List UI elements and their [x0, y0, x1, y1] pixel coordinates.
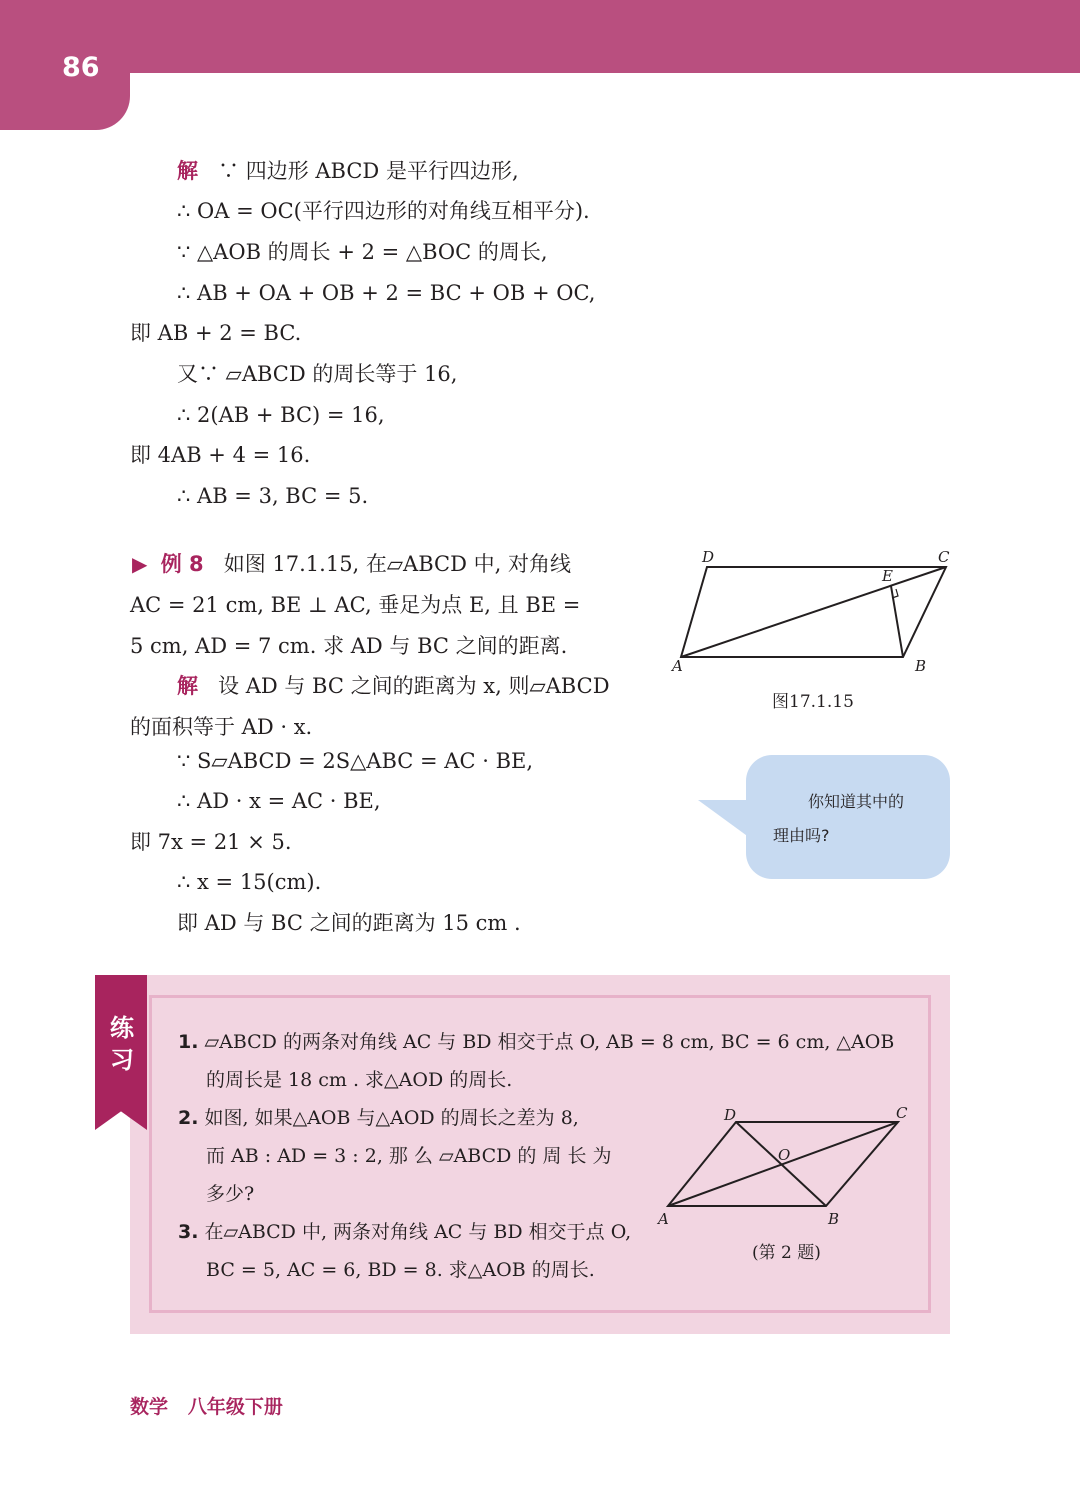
- footer: [130, 1392, 283, 1419]
- solution1-line-8: 即 4AB + 4 = 16.: [130, 443, 311, 467]
- solution1-line-2: ∴ OA = OC(平行四边形的对角线互相平分).: [177, 199, 590, 223]
- example-label: 例 8: [160, 552, 204, 576]
- point-label-d2: D: [724, 1106, 737, 1124]
- solution1-line-6: 又∵ ▱ABCD 的周长等于 16,: [177, 362, 458, 386]
- solution-label: 解: [177, 674, 198, 698]
- solution2-line-1: 解 设 AD 与 BC 之间的距离为 x, 则▱ABCD: [177, 674, 610, 698]
- page-number: 86: [62, 52, 100, 83]
- diagonal-ac: [681, 567, 946, 657]
- point-label-o2: O: [778, 1146, 791, 1164]
- example8-line-3: 5 cm, AD = 7 cm. 求 AD 与 BC 之间的距离.: [130, 634, 568, 658]
- solution2-line-2: 的面积等于 AD · x.: [130, 715, 313, 739]
- practice-item-1-line-2: 的周长是 18 cm . 求△AOD 的周长.: [206, 1069, 513, 1091]
- example8-line-2: AC = 21 cm, BE ⊥ AC, 垂足为点 E, 且 BE =: [130, 593, 581, 617]
- example-marker-icon: ▶: [132, 552, 148, 576]
- point-label-d: D: [702, 548, 715, 566]
- speech-bubble: [746, 755, 950, 879]
- solution1-line-7: ∴ 2(AB + BC) = 16,: [177, 403, 385, 427]
- practice-figure-caption: (第 2 题): [752, 1243, 821, 1263]
- practice-item-1-line-1: 1. ▱ABCD 的两条对角线 AC 与 BD 相交于点 O, AB = 8 cm, BC = 6 cm, △AOB: [178, 1031, 895, 1053]
- practice-item-3-line-1: 3. 在▱ABCD 中, 两条对角线 AC 与 BD 相交于点 O,: [178, 1221, 632, 1243]
- solution2-line-5: 即 7x = 21 × 5.: [130, 830, 292, 854]
- solution2-line-4: ∴ AD · x = AC · BE,: [177, 789, 381, 813]
- bubble-line-2: 理由吗?: [773, 826, 830, 845]
- point-label-b: B: [915, 657, 927, 675]
- practice-item-3-line-2: BC = 5, AC = 6, BD = 8. 求△AOB 的周长.: [206, 1259, 595, 1281]
- point-label-c2: C: [896, 1104, 908, 1122]
- bubble-line-1: 你知道其中的: [808, 792, 905, 811]
- point-label-c: C: [938, 548, 950, 566]
- example8-line-1: ▶ 例 8 如图 17.1.15, 在▱ABCD 中, 对角线: [132, 552, 571, 576]
- footer-grade: 八年级下册: [187, 1396, 283, 1418]
- solution1-line-9: ∴ AB = 3, BC = 5.: [177, 484, 369, 508]
- point-label-b2: B: [828, 1210, 840, 1228]
- solution2-line-7: 即 AD 与 BC 之间的距离为 15 cm .: [177, 911, 521, 935]
- footer-subject: 数学: [130, 1396, 169, 1418]
- practice-item-2-line-1: 2. 如图, 如果△AOB 与△AOD 的周长之差为 8,: [178, 1107, 579, 1129]
- point-label-a2: A: [658, 1210, 669, 1228]
- practice-figure: [650, 1100, 920, 1230]
- solution2-line-3: ∵ S▱ABCD = 2S△ABC = AC · BE,: [177, 749, 534, 773]
- solution2-line-6: ∴ x = 15(cm).: [177, 870, 322, 894]
- bubble-tail: [698, 800, 750, 838]
- header-bar: [0, 0, 1080, 73]
- solution1-line-5: 即 AB + 2 = BC.: [130, 321, 302, 345]
- practice-item-2-line-3: 多少?: [206, 1183, 255, 1205]
- solution-label: 解: [177, 159, 198, 183]
- solution1-line-4: ∴ AB + OA + OB + 2 = BC + OB + OC,: [177, 281, 596, 305]
- practice-title: 练习: [110, 1014, 134, 1074]
- diagonal-bd-2: [736, 1122, 826, 1206]
- point-label-e: E: [882, 567, 893, 585]
- figure-17-1-15: [660, 540, 960, 680]
- point-label-a: A: [672, 657, 683, 675]
- solution1-line-3: ∵ △AOB 的周长 + 2 = △BOC 的周长,: [177, 240, 548, 264]
- figure-caption: 图17.1.15: [772, 692, 854, 712]
- solution1-line-1: 解 ∵ 四边形 ABCD 是平行四边形,: [177, 159, 519, 183]
- practice-item-2-line-2: 而 AB : AD = 3 : 2, 那 么 ▱ABCD 的 周 长 为: [206, 1145, 612, 1167]
